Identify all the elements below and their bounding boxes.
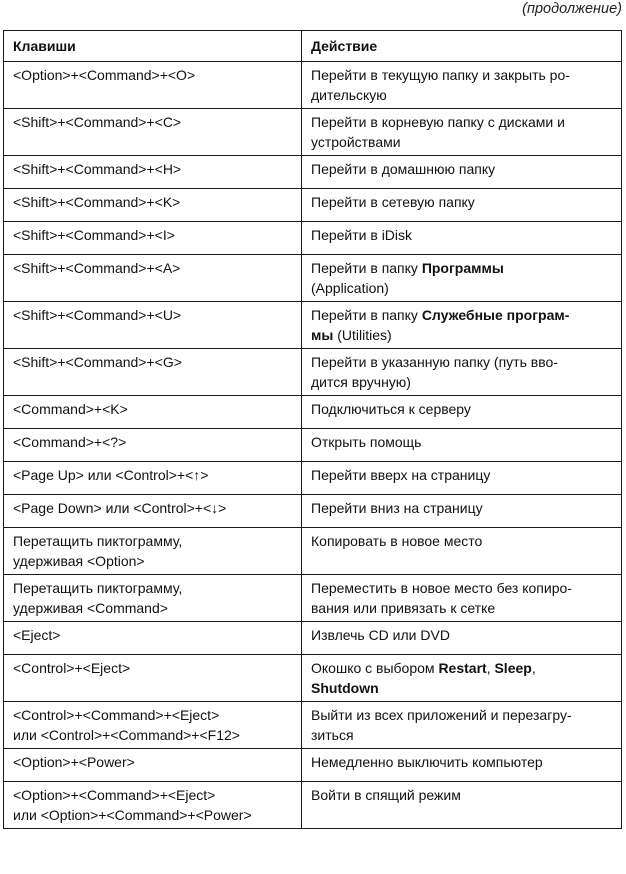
- action-line: дится вручную): [311, 374, 411, 390]
- action-cell: [302, 575, 622, 622]
- action-line: зиться: [311, 727, 354, 743]
- action-text: Перейти в папку: [311, 260, 422, 276]
- action-cell: [302, 655, 622, 702]
- keys-line: <Command>+<K>: [13, 401, 128, 417]
- folder-name-bold: Служебные програм-: [421, 307, 570, 323]
- keys-cell: [4, 62, 302, 109]
- keys-line: удерживая <Command>: [13, 600, 168, 616]
- action-text: Окошко с выбором: [311, 660, 439, 676]
- option-restart-bold: Restart: [438, 660, 487, 676]
- keys-line: <Option>+<Command>+<Eject>: [13, 787, 216, 803]
- action-text: ,: [531, 660, 536, 676]
- keys-line: Перетащить пиктограмму,: [13, 533, 183, 549]
- keys-line: <Shift>+<Command>+<I>: [13, 227, 175, 243]
- keys-line: <Page Down> или <Control>+<↓>: [13, 500, 227, 516]
- action-line: Немедленно выключить компьютер: [311, 754, 543, 770]
- table-row: [4, 702, 622, 749]
- keys-cell: [4, 156, 302, 189]
- keys-cell: [4, 575, 302, 622]
- table-row: [4, 528, 622, 575]
- table-header-row: [4, 31, 622, 62]
- action-line: Перейти в текущую папку и закрыть ро-: [311, 67, 570, 83]
- keys-line: или <Control>+<Command>+<F12>: [13, 727, 240, 743]
- keys-line: <Shift>+<Command>+<G>: [13, 354, 182, 370]
- keys-line: <Shift>+<Command>+<A>: [13, 260, 181, 276]
- action-line: Выйти из всех приложений и перезагру-: [311, 707, 572, 723]
- action-cell: [302, 156, 622, 189]
- table-row: [4, 349, 622, 396]
- action-cell: [302, 62, 622, 109]
- keys-line: <Command>+<?>: [13, 434, 127, 450]
- action-line: [311, 258, 613, 278]
- table-row: [4, 782, 622, 829]
- action-line: Извлечь CD или DVD: [311, 627, 450, 643]
- keys-cell: [4, 109, 302, 156]
- table-row: [4, 495, 622, 528]
- table-row: [4, 749, 622, 782]
- option-sleep-bold: Sleep: [494, 660, 532, 676]
- action-line: Перейти в домашнюю папку: [311, 161, 496, 177]
- table-row: [4, 302, 622, 349]
- table-row: [4, 622, 622, 655]
- keys-line: <Shift>+<Command>+<K>: [13, 194, 181, 210]
- keys-line: <Eject>: [13, 627, 61, 643]
- keys-cell: [4, 189, 302, 222]
- action-line: Перейти в корневую папку с дисками и: [311, 114, 565, 130]
- keys-cell: [4, 495, 302, 528]
- table-row: [4, 189, 622, 222]
- keys-cell: [4, 782, 302, 829]
- keys-cell: [4, 349, 302, 396]
- table-row: [4, 429, 622, 462]
- action-line: [311, 305, 613, 325]
- action-text: (Utilities): [333, 327, 392, 343]
- keys-cell: [4, 302, 302, 349]
- action-cell: [302, 749, 622, 782]
- action-cell: [302, 462, 622, 495]
- action-line: Перейти вверх на страницу: [311, 467, 491, 483]
- action-cell: [302, 396, 622, 429]
- keys-cell: [4, 429, 302, 462]
- folder-name-bold: Программы: [421, 260, 504, 276]
- action-line: Перейти в указанную папку (путь вво-: [311, 354, 558, 370]
- action-cell: [302, 222, 622, 255]
- action-text: ,: [486, 660, 495, 676]
- table-row: [4, 462, 622, 495]
- action-line: Переместить в новое место без копиро-: [311, 580, 572, 596]
- keys-line: <Control>+<Command>+<Eject>: [13, 707, 220, 723]
- action-line: [311, 658, 613, 678]
- table-row: [4, 222, 622, 255]
- keys-cell: [4, 749, 302, 782]
- keys-line: удерживая <Option>: [13, 553, 145, 569]
- shortcuts-table: [3, 30, 622, 829]
- header-action: Действие: [302, 31, 622, 62]
- action-line: (Application): [311, 280, 389, 296]
- action-cell: [302, 429, 622, 462]
- table-row: [4, 655, 622, 702]
- action-line: [311, 325, 613, 345]
- action-line: [311, 678, 613, 698]
- keys-line: или <Option>+<Command>+<Power>: [13, 807, 252, 823]
- action-line: дительскую: [311, 87, 387, 103]
- keys-line: <Option>+<Power>: [13, 754, 135, 770]
- keys-line: <Page Up> или <Control>+<↑>: [13, 467, 209, 483]
- action-cell: [302, 528, 622, 575]
- header-keys: Клавиши: [4, 31, 302, 62]
- action-cell: [302, 302, 622, 349]
- keys-line: <Shift>+<Command>+<C>: [13, 114, 182, 130]
- keys-line: <Option>+<Command>+<O>: [13, 67, 196, 83]
- keys-cell: [4, 462, 302, 495]
- keys-cell: [4, 655, 302, 702]
- action-line: устройствами: [311, 134, 401, 150]
- action-cell: [302, 495, 622, 528]
- action-cell: [302, 349, 622, 396]
- action-text: Перейти в папку: [311, 307, 422, 323]
- action-cell: [302, 702, 622, 749]
- action-line: Открыть помощь: [311, 434, 422, 450]
- keys-cell: [4, 255, 302, 302]
- option-shutdown-bold: Shutdown: [311, 680, 379, 696]
- table-row: [4, 255, 622, 302]
- action-line: Перейти в сетевую папку: [311, 194, 475, 210]
- keys-cell: [4, 528, 302, 575]
- table-row: [4, 396, 622, 429]
- action-line: Подключиться к серверу: [311, 401, 471, 417]
- keys-line: <Shift>+<Command>+<U>: [13, 307, 182, 323]
- keys-cell: [4, 396, 302, 429]
- action-line: Копировать в новое место: [311, 533, 483, 549]
- action-cell: [302, 782, 622, 829]
- table-row: [4, 109, 622, 156]
- action-line: Перейти вниз на страницу: [311, 500, 483, 516]
- action-line: вания или привязать к сетке: [311, 600, 496, 616]
- action-line: Перейти в iDisk: [311, 227, 413, 243]
- table-row: [4, 62, 622, 109]
- keys-cell: [4, 702, 302, 749]
- table-row: [4, 575, 622, 622]
- action-cell: [302, 255, 622, 302]
- keys-line: Перетащить пиктограмму,: [13, 580, 183, 596]
- keys-line: <Shift>+<Command>+<H>: [13, 161, 182, 177]
- action-cell: [302, 622, 622, 655]
- folder-name-bold: мы: [311, 327, 334, 343]
- action-cell: [302, 109, 622, 156]
- keys-cell: [4, 222, 302, 255]
- continued-label: (продолжение): [522, 1, 622, 17]
- keys-line: <Control>+<Eject>: [13, 660, 131, 676]
- keys-cell: [4, 622, 302, 655]
- action-cell: [302, 189, 622, 222]
- table-row: [4, 156, 622, 189]
- action-line: Войти в спящий режим: [311, 787, 461, 803]
